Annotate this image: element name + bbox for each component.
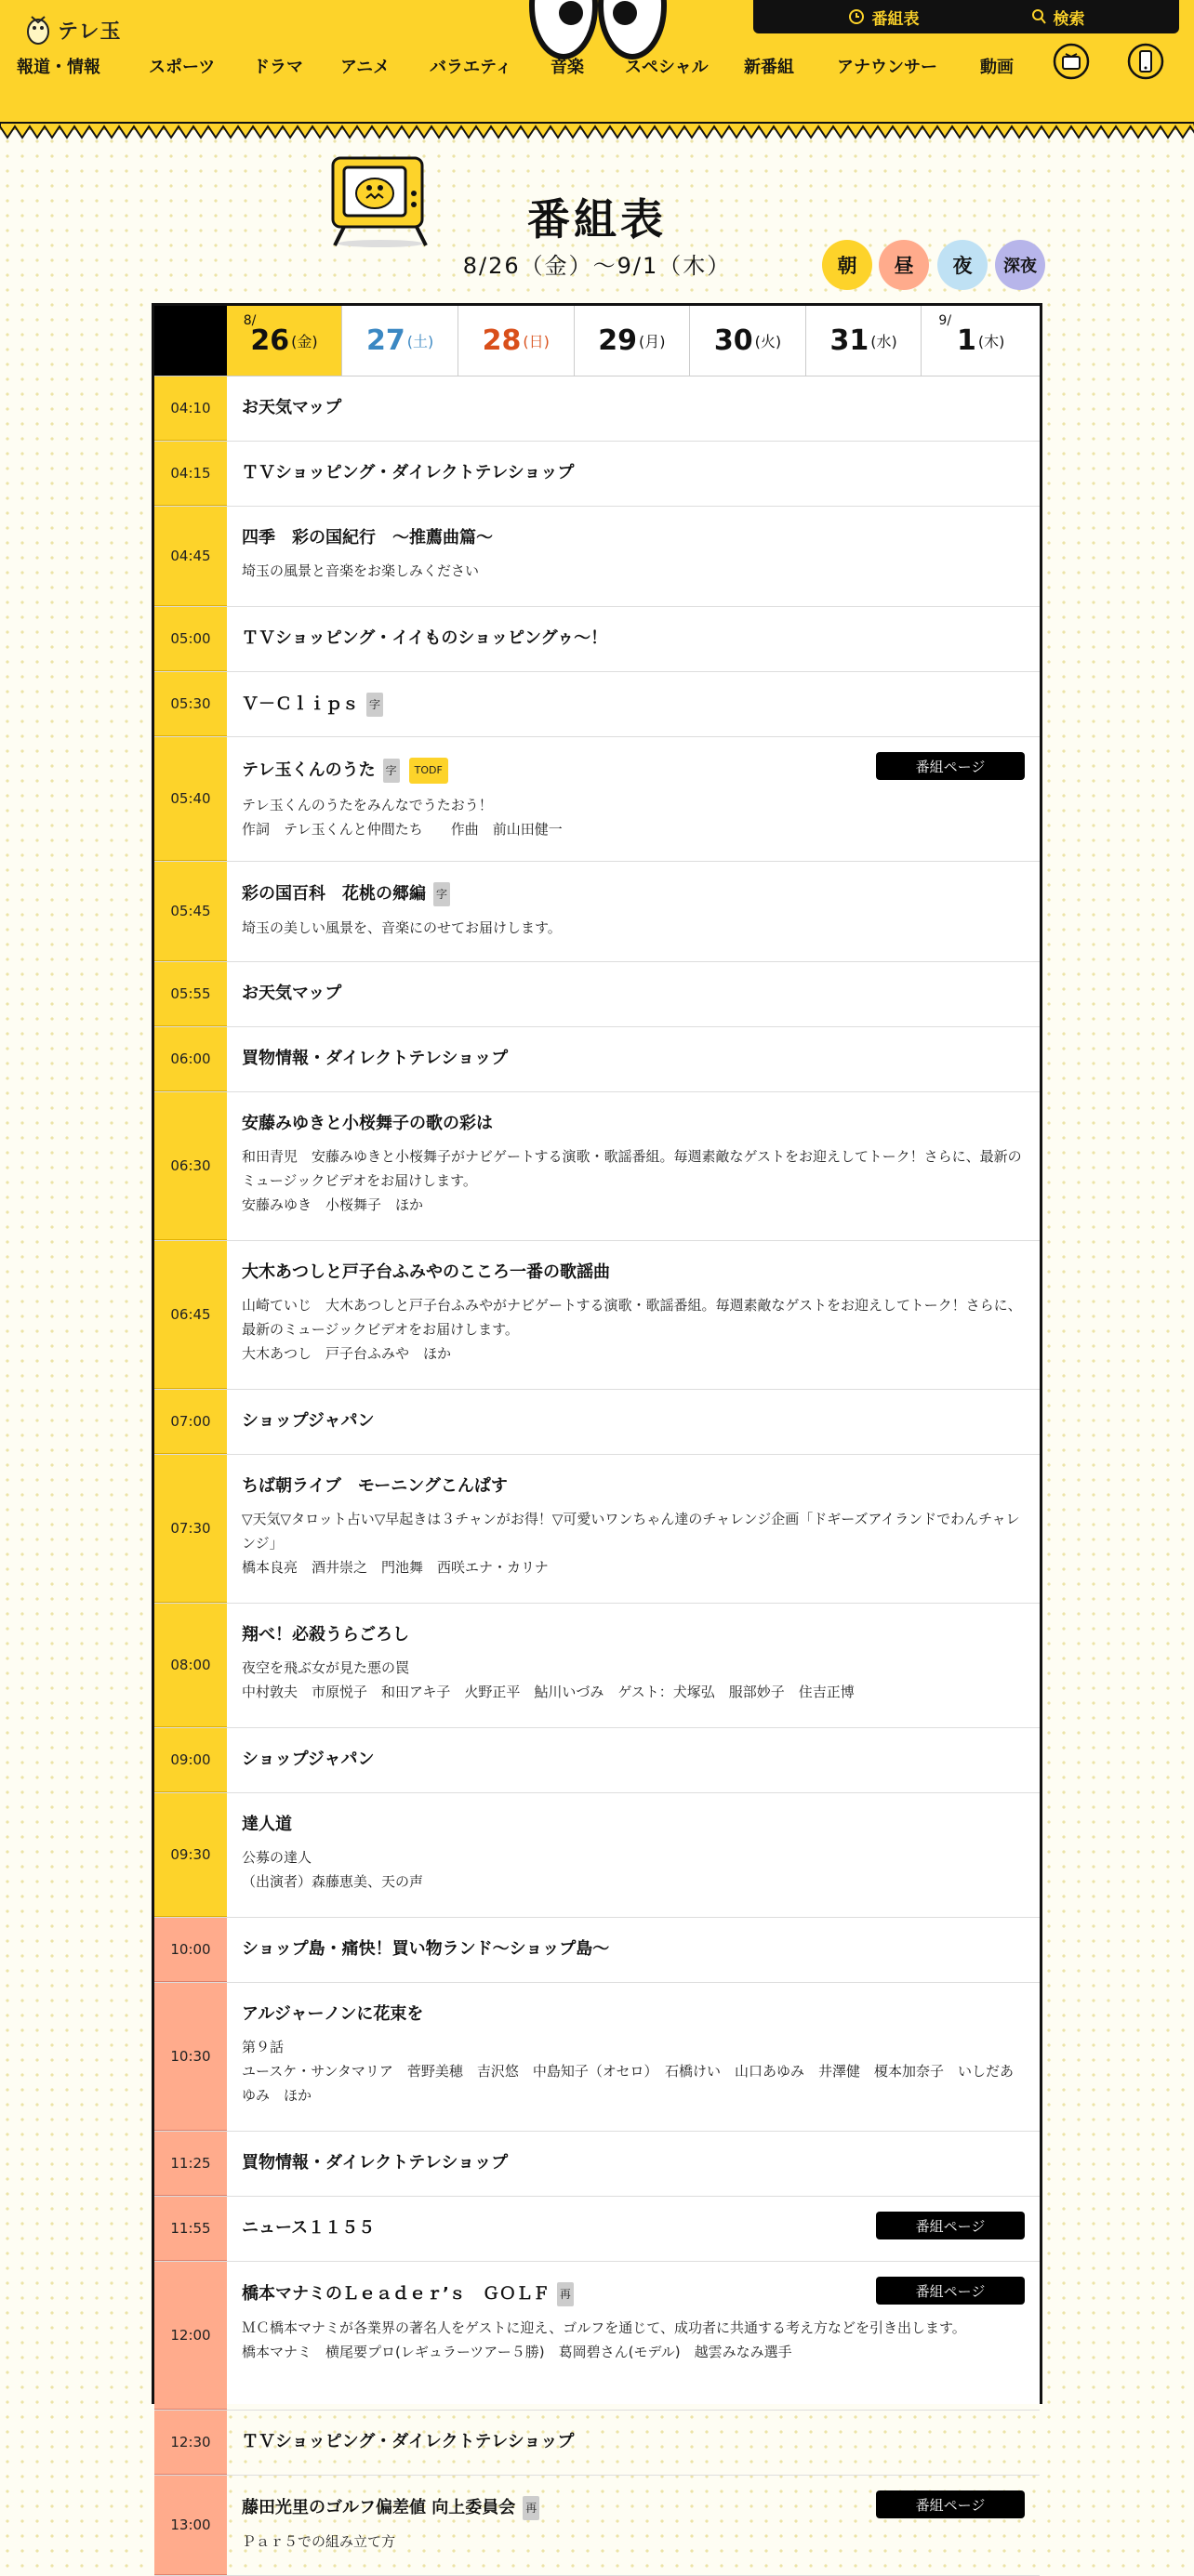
program-body bbox=[227, 1793, 1040, 1917]
day-tab-26[interactable] bbox=[227, 306, 343, 376]
program-description-line: ユースケ・サンタマリア 菅野美穂 吉沢悠 中島知子（オセロ） 石橋けい 山口あゆみ 井澤健 榎本加奈子 いしだあゆみ ほか bbox=[242, 2063, 1014, 2104]
program-title-text[interactable]: ショップジャパン bbox=[242, 1411, 375, 1431]
nav-item-1[interactable]: 報道・情報 bbox=[17, 58, 100, 77]
search-label: 検索 bbox=[1053, 9, 1085, 29]
search-link[interactable] bbox=[1031, 6, 1085, 29]
program-title-text[interactable]: 安藤みゆきと小桜舞子の歌の彩は bbox=[242, 1114, 493, 1133]
program-time: 11:55 bbox=[154, 2197, 227, 2261]
program-title-text[interactable]: 橋本マナミのＬｅａｄｅｒ’ｓ ＧＯＬＦ bbox=[242, 2284, 550, 2304]
day-number: 1 bbox=[957, 324, 976, 357]
time-of-day-button-3[interactable]: 夜 bbox=[937, 240, 988, 290]
program-row bbox=[154, 1241, 1040, 1390]
program-title[interactable] bbox=[242, 983, 1025, 1005]
day-tab-30[interactable] bbox=[690, 306, 806, 376]
program-table-label: 番組表 bbox=[871, 9, 920, 29]
program-title[interactable] bbox=[242, 2152, 1025, 2174]
rebroadcast-badge: 再 bbox=[523, 2496, 539, 2520]
day-number: 29 bbox=[598, 324, 637, 357]
program-time: 04:15 bbox=[154, 442, 227, 506]
program-body bbox=[227, 1455, 1040, 1603]
program-row bbox=[154, 2262, 1040, 2411]
program-title[interactable] bbox=[242, 693, 1025, 717]
page-title: 番組表 bbox=[527, 194, 667, 244]
program-title[interactable] bbox=[242, 1749, 1025, 1771]
program-time: 10:30 bbox=[154, 1983, 227, 2131]
nav-item-8[interactable]: 新番組 bbox=[744, 58, 794, 77]
program-description-line: 大木あつし 戸子台ふみや ほか bbox=[242, 1345, 452, 1362]
program-time: 05:00 bbox=[154, 607, 227, 671]
program-title-text[interactable]: 藤田光里のゴルフ偏差値 向上委員会 bbox=[242, 2498, 516, 2517]
program-table-link[interactable] bbox=[848, 6, 920, 29]
program-title-text[interactable]: 四季 彩の国紀行 ～推薦曲篇～ bbox=[242, 528, 493, 548]
day-weekday: (金) bbox=[291, 333, 318, 350]
teletama-mascot-icon bbox=[24, 13, 52, 46]
program-title-text[interactable]: 翔べ！必殺うらごろし bbox=[242, 1625, 409, 1645]
program-body bbox=[227, 507, 1040, 606]
program-row bbox=[154, 1092, 1040, 1241]
program-row bbox=[154, 862, 1040, 962]
day-weekday: (木) bbox=[977, 333, 1005, 350]
program-title-text[interactable]: 大木あつしと戸子台ふみやのこころ一番の歌謡曲 bbox=[242, 1262, 610, 1282]
program-time: 12:30 bbox=[154, 2411, 227, 2475]
program-row bbox=[154, 1918, 1040, 1983]
program-description-line: 公募の達人 bbox=[242, 1849, 312, 1866]
day-number: 31 bbox=[829, 324, 869, 357]
program-list bbox=[154, 376, 1040, 2576]
program-row bbox=[154, 2197, 1040, 2262]
program-title[interactable] bbox=[242, 1048, 1025, 1070]
program-page-button[interactable]: 番組ページ bbox=[876, 752, 1025, 780]
program-title-text[interactable]: 達人道 bbox=[242, 1815, 292, 1834]
site-header bbox=[0, 0, 1194, 130]
program-row bbox=[154, 737, 1040, 862]
program-description-line: テレ玉くんのうたをみんなでうたおう！ bbox=[242, 797, 493, 813]
day-weekday: (月) bbox=[639, 333, 666, 350]
nav-item-10[interactable]: 動画 bbox=[980, 58, 1014, 77]
program-time: 07:00 bbox=[154, 1390, 227, 1454]
teletama-phone-button[interactable] bbox=[1127, 43, 1164, 84]
program-row bbox=[154, 2132, 1040, 2197]
program-description bbox=[242, 1845, 1025, 1894]
program-body bbox=[227, 1983, 1040, 2131]
header-corner bbox=[154, 306, 227, 376]
program-description bbox=[242, 1507, 1025, 1579]
program-body bbox=[227, 1241, 1040, 1389]
program-title-text[interactable]: テレ玉くんのうた bbox=[242, 760, 376, 780]
caption-badge: 字 bbox=[433, 882, 450, 906]
program-time: 07:30 bbox=[154, 1455, 227, 1603]
program-description-line: 中村敦夫 市原悦子 和田アキ子 火野正平 鮎川いづみ ゲスト：犬塚弘 服部妙子 住吉正博 bbox=[242, 1684, 855, 1700]
day-weekday: (日) bbox=[523, 333, 550, 350]
program-description bbox=[242, 793, 1025, 841]
site-logo[interactable] bbox=[24, 13, 122, 46]
nav-item-9[interactable]: アナウンサー bbox=[837, 58, 937, 77]
day-weekday: (土) bbox=[406, 333, 434, 350]
program-title[interactable] bbox=[242, 1814, 1025, 1836]
program-row bbox=[154, 442, 1040, 507]
program-title[interactable] bbox=[242, 2003, 1025, 2026]
teletama-app-button[interactable] bbox=[1053, 43, 1090, 84]
program-body bbox=[227, 376, 1040, 441]
program-description-line: 和田青児 安藤みゆきと小桜舞子がナビゲートする演歌・歌謡番組。毎週素敵なゲストをお迎えしてトーク！さらに、最新のミュージックビデオをお届けします。 bbox=[242, 1148, 1022, 1189]
program-time: 06:00 bbox=[154, 1027, 227, 1091]
todf-badge: TODF bbox=[409, 758, 448, 784]
program-title-text[interactable]: アルジャーノンに花束を bbox=[242, 2004, 424, 2024]
program-row bbox=[154, 1027, 1040, 1092]
search-icon bbox=[1031, 8, 1046, 25]
program-row bbox=[154, 1604, 1040, 1728]
program-title[interactable] bbox=[242, 1113, 1025, 1135]
program-body bbox=[227, 1918, 1040, 1982]
program-title[interactable] bbox=[242, 1410, 1025, 1433]
program-row bbox=[154, 962, 1040, 1027]
program-body bbox=[227, 442, 1040, 506]
program-row bbox=[154, 2411, 1040, 2476]
program-description-line: 安藤みゆき 小桜舞子 ほか bbox=[242, 1196, 424, 1213]
program-title[interactable] bbox=[242, 1475, 1025, 1498]
program-description bbox=[242, 916, 1025, 940]
day-number: 26 bbox=[250, 324, 290, 357]
program-title[interactable] bbox=[242, 1938, 1025, 1961]
header-zigzag-edge bbox=[0, 123, 1194, 143]
time-of-day-button-4[interactable]: 深夜 bbox=[995, 240, 1045, 290]
top-bar bbox=[753, 0, 1179, 33]
program-title[interactable] bbox=[242, 882, 1025, 906]
program-title-text[interactable]: 買物情報・ダイレクトテレショップ bbox=[242, 1049, 509, 1068]
program-time: 11:25 bbox=[154, 2132, 227, 2196]
program-description bbox=[242, 559, 1025, 583]
rebroadcast-badge: 再 bbox=[557, 2282, 574, 2306]
program-time: 06:30 bbox=[154, 1092, 227, 1240]
program-title-text[interactable]: 彩の国百科 花桃の郷編 bbox=[242, 884, 426, 904]
program-title-text[interactable]: 買物情報・ダイレクトテレショップ bbox=[242, 2153, 509, 2173]
program-title-text[interactable]: お天気マップ bbox=[242, 398, 342, 417]
time-of-day-button-2[interactable]: 昼 bbox=[879, 240, 929, 290]
program-body bbox=[227, 2197, 1040, 2261]
program-description-line: 埼玉の美しい風景を、音楽にのせてお届けします。 bbox=[242, 919, 562, 936]
program-title-text[interactable]: ちば朝ライブ モーニングこんぱす bbox=[242, 1476, 508, 1496]
program-description-line: ▽天気▽タロット占い▽早起きは３チャンがお得！▽可愛いワンちゃん達のチャレンジ企画「ドギーズアイランドでわんチャレンジ」 bbox=[242, 1511, 1020, 1552]
program-time: 04:45 bbox=[154, 507, 227, 606]
program-description bbox=[242, 2035, 1025, 2107]
day-tab-28[interactable] bbox=[458, 306, 575, 376]
program-body bbox=[227, 2132, 1040, 2196]
logo-text: テレ玉 bbox=[58, 20, 122, 44]
program-row bbox=[154, 1390, 1040, 1455]
time-of-day-button-1[interactable]: 朝 bbox=[822, 240, 872, 290]
program-title-text[interactable]: ニュース１１５５ bbox=[242, 2218, 376, 2238]
program-description bbox=[242, 1656, 1025, 1704]
program-body bbox=[227, 2411, 1040, 2475]
program-title[interactable] bbox=[242, 397, 1025, 419]
program-page-button[interactable]: 番組ページ bbox=[876, 2490, 1025, 2518]
program-row bbox=[154, 507, 1040, 607]
program-description-line: 橋本マナミ 横尾要プロ(レギュラーツアー５勝) 葛岡碧さん(モデル) 越雲みなみ選手 bbox=[242, 2344, 792, 2360]
program-row bbox=[154, 1983, 1040, 2132]
caption-badge: 字 bbox=[366, 693, 383, 717]
program-row bbox=[154, 376, 1040, 442]
program-description-line: （出演者）森藤恵美、天の声 bbox=[242, 1873, 424, 1890]
program-description-line: 夜空を飛ぶ女が見た悪の罠 bbox=[242, 1659, 410, 1676]
program-title-text[interactable]: ショップ島・痛快！買い物ランド～ショップ島～ bbox=[242, 1939, 610, 1959]
program-body bbox=[227, 2476, 1040, 2575]
nav-item-5[interactable]: バラエティ bbox=[430, 58, 512, 77]
program-title-text[interactable]: ＴＶショッピング・ダイレクトテレショップ bbox=[242, 2432, 575, 2451]
program-description-line: 第９話 bbox=[242, 2039, 285, 2055]
program-description-line: 作詞 テレ玉くんと仲間たち 作曲 前山田健一 bbox=[242, 821, 563, 838]
program-body bbox=[227, 672, 1040, 736]
date-range: 8/26（金）〜9/1（木） bbox=[462, 253, 732, 279]
program-time: 05:30 bbox=[154, 672, 227, 736]
program-time: 05:55 bbox=[154, 962, 227, 1026]
program-body bbox=[227, 2262, 1040, 2410]
program-time: 10:00 bbox=[154, 1918, 227, 1982]
program-title[interactable] bbox=[242, 527, 1025, 549]
program-time: 09:30 bbox=[154, 1793, 227, 1917]
day-number: 27 bbox=[366, 324, 405, 357]
program-time: 06:45 bbox=[154, 1241, 227, 1389]
program-time: 05:40 bbox=[154, 737, 227, 861]
day-header-row bbox=[154, 306, 1040, 376]
program-description-line: 橋本良亮 酒井崇之 門池舞 西咲エナ・カリナ bbox=[242, 1559, 549, 1576]
program-time: 08:00 bbox=[154, 1604, 227, 1727]
program-time: 05:45 bbox=[154, 862, 227, 961]
schedule-table bbox=[152, 303, 1042, 2550]
program-title-text[interactable]: Ｖ－Ｃｌｉｐｓ bbox=[242, 694, 359, 714]
day-weekday: (水) bbox=[870, 333, 897, 350]
nav-item-4[interactable]: アニメ bbox=[340, 58, 391, 77]
day-tab-1[interactable] bbox=[922, 306, 1040, 376]
program-row bbox=[154, 672, 1040, 737]
program-row bbox=[154, 1793, 1040, 1918]
day-tab-27[interactable] bbox=[342, 306, 458, 376]
day-month: 8/ bbox=[243, 313, 257, 328]
day-tab-31[interactable] bbox=[806, 306, 922, 376]
program-row bbox=[154, 607, 1040, 672]
program-body bbox=[227, 962, 1040, 1026]
day-month: 9/ bbox=[938, 313, 952, 328]
program-time: 13:00 bbox=[154, 2476, 227, 2575]
tv-round-icon bbox=[1053, 43, 1090, 80]
program-body bbox=[227, 737, 1040, 861]
program-title[interactable] bbox=[242, 2431, 1025, 2453]
program-time: 04:10 bbox=[154, 376, 227, 441]
caption-badge: 字 bbox=[383, 759, 400, 783]
day-tab-29[interactable] bbox=[575, 306, 691, 376]
nav-item-6[interactable]: 音楽 bbox=[551, 58, 584, 77]
program-title-text[interactable]: お天気マップ bbox=[242, 984, 342, 1003]
program-title-text[interactable]: ＴＶショッピング・イイものショッピングゥ～！ bbox=[242, 628, 608, 648]
program-time: 12:00 bbox=[154, 2262, 227, 2410]
program-description-line: 埼玉の風景と音楽をお楽しみください bbox=[242, 562, 480, 579]
program-description bbox=[242, 2316, 1025, 2364]
program-body bbox=[227, 1027, 1040, 1091]
program-description bbox=[242, 1144, 1025, 1217]
program-title[interactable] bbox=[242, 462, 1025, 484]
program-page-button[interactable]: 番組ページ bbox=[876, 2277, 1025, 2305]
program-page-button[interactable]: 番組ページ bbox=[876, 2212, 1025, 2239]
nav-item-2[interactable]: スポーツ bbox=[149, 58, 216, 77]
program-body bbox=[227, 607, 1040, 671]
phone-round-icon bbox=[1127, 43, 1164, 80]
program-description-line: Ｐａｒ５での組み立て方 bbox=[242, 2533, 396, 2550]
clock-icon bbox=[848, 8, 865, 25]
program-body bbox=[227, 862, 1040, 961]
nav-item-3[interactable]: ドラマ bbox=[253, 58, 303, 77]
day-number: 30 bbox=[713, 324, 753, 357]
program-description bbox=[242, 2530, 1025, 2554]
day-number: 28 bbox=[482, 324, 522, 357]
program-title[interactable] bbox=[242, 1262, 1025, 1284]
program-title[interactable] bbox=[242, 1624, 1025, 1646]
program-description bbox=[242, 1293, 1025, 1366]
program-title[interactable] bbox=[242, 627, 1025, 650]
program-description-line: ＭＣ橋本マナミが各業界の著名人をゲストに迎え、ゴルフを通じて、成功者に共通する考え方などを引き出します。 bbox=[242, 2319, 966, 2336]
day-weekday: (火) bbox=[754, 333, 782, 350]
program-body bbox=[227, 1092, 1040, 1240]
program-row bbox=[154, 1728, 1040, 1793]
program-title-text[interactable]: ＴＶショッピング・ダイレクトテレショップ bbox=[242, 463, 575, 482]
program-row bbox=[154, 1455, 1040, 1604]
program-time: 09:00 bbox=[154, 1728, 227, 1792]
program-title-text[interactable]: ショップジャパン bbox=[242, 1750, 375, 1769]
program-row bbox=[154, 2476, 1040, 2576]
program-body bbox=[227, 1604, 1040, 1727]
program-description-line: 山崎ていじ 大木あつしと戸子台ふみやがナビゲートする演歌・歌謡番組。毎週素敵なゲストをお迎えしてトーク！さらに、最新のミュージックビデオをお届けします。 bbox=[242, 1297, 1022, 1338]
nav-item-7[interactable]: スペシャル bbox=[625, 58, 709, 77]
program-body bbox=[227, 1728, 1040, 1792]
program-body bbox=[227, 1390, 1040, 1454]
